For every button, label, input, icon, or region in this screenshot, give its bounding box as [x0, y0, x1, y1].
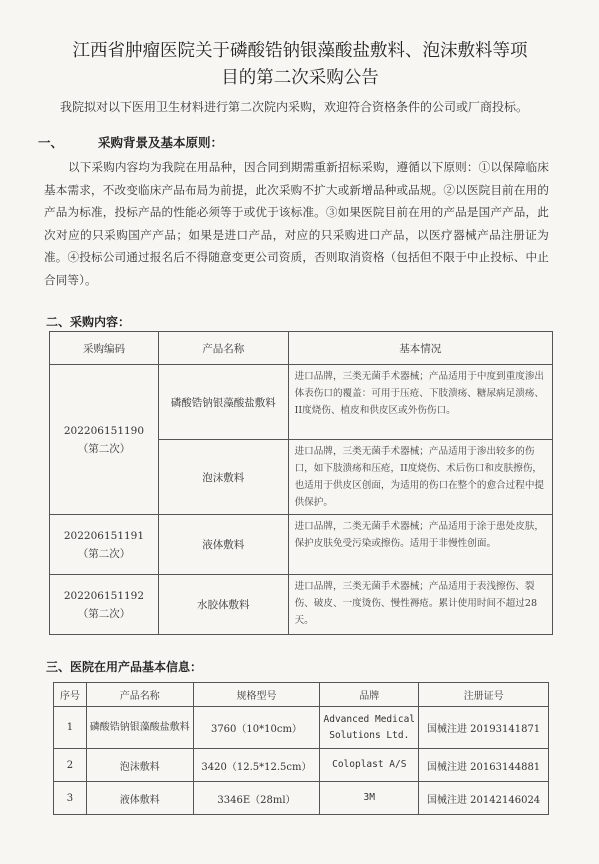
spec: 3346E（28ml） — [193, 782, 320, 815]
spec: 3760（10*10cm） — [193, 707, 320, 749]
code-cell — [50, 365, 159, 515]
header-desc: 基本情况 — [288, 332, 552, 365]
section3-heading: 三、医院在用产品基本信息： — [46, 660, 203, 674]
row-number: 2 — [54, 749, 87, 782]
product-name-cell: 磷酸锆钠银藻酸盐敷料 — [158, 365, 288, 440]
brand: Coloplast A/S — [320, 749, 419, 782]
product-name-cell: 水胶体敷料 — [158, 575, 288, 635]
table-row — [50, 365, 553, 440]
code-cell — [50, 575, 159, 635]
desc-cell: 进口品牌，三类无菌手术器械；产品适用于表浅擦伤、裂伤、破皮、一度烫伤、慢性褥疮。累计使用时间不超过28天。 — [288, 575, 552, 635]
reg-number: 国械注进 20142146024 — [419, 782, 549, 815]
product-info-table — [53, 682, 549, 815]
section1-paragraph: 以下采购内容均为我院在用品种，因合同到期需重新招标采购，遵循以下原则：①以保障临床基本需求，不改变临床产品布局为前提，此次采购不扩大或新增品种或品规。②以医院目前在用的产品为标准，投标产品的性能必须等于或优于该标准。③如果医院目前在用的产品是国产产品，此次对应的只采购国产产品；如果是进口产品，对应的只采购进口产品，以医疗器械产品注册证为准。④投标公司通过报名后不得随意变更公司资质，否则取消资格（包括但不限于中止投标、中止合同等）。 — [44, 160, 549, 287]
desc-cell: 进口品牌，三类无菌手术器械；产品适用于渗出较多的伤口，如下肢溃疡和压疮，II度烧伤、术后伤口和皮肤擦伤，也适用于供皮区创面，为适用的伤口在整个的愈合过程中提供保护。 — [288, 440, 552, 515]
header-name: 产品名称 — [86, 683, 193, 707]
header-no: 序号 — [54, 683, 87, 707]
brand: Advanced Medical Solutions Ltd. — [320, 707, 419, 749]
product-name-cell: 液体敷料 — [158, 515, 288, 575]
table-row — [50, 515, 553, 575]
brand: 3M — [320, 782, 419, 815]
product-name: 液体敷料 — [86, 782, 193, 815]
section1-number: 一、 — [38, 135, 64, 150]
desc-cell: 进口品牌，三类无菌手术器械；产品适用于中度到重度渗出体表伤口的覆盖：可用于压疮、下肢溃疡、糖尿病足溃疡、II度烧伤、植皮和供皮区或外伤伤口。 — [288, 365, 552, 440]
row-number: 1 — [54, 707, 87, 749]
code-number: 202206151190 — [63, 424, 145, 437]
desc-cell: 进口品牌，二类无菌手术器械；产品适用于涂于患处皮肤，保护皮肤免受污染或擦伤。适用于非慢性创面。 — [288, 515, 552, 575]
product-name: 磷酸锆钠银藻酸盐敷料 — [86, 707, 193, 749]
code-number: 202206151192 — [63, 589, 145, 602]
header-name: 产品名称 — [158, 332, 288, 365]
table-header-row — [54, 683, 549, 707]
table-row — [54, 707, 549, 749]
section1-heading — [38, 133, 223, 151]
procurement-table — [49, 331, 553, 635]
title-line-2: 目的第二次采购公告 — [221, 68, 379, 88]
code-round: （第二次） — [77, 442, 131, 455]
table-header-row — [50, 332, 553, 365]
header-spec: 规格型号 — [193, 683, 320, 707]
document-title — [20, 38, 580, 92]
table-row — [54, 749, 549, 782]
code-round: （第二次） — [77, 607, 131, 620]
header-brand: 品牌 — [320, 683, 419, 707]
header-code: 采购编码 — [50, 332, 159, 365]
code-round: （第二次） — [77, 547, 131, 560]
section2-heading: 二、采购内容： — [46, 315, 131, 329]
row-number: 3 — [54, 782, 87, 815]
reg-number: 国械注进 20193141871 — [419, 707, 549, 749]
product-name: 泡沫敷料 — [86, 749, 193, 782]
spec: 3420（12.5*12.5cm） — [193, 749, 320, 782]
table-row — [50, 575, 553, 635]
section1-title: 采购背景及基本原则： — [98, 135, 224, 150]
table-row — [54, 782, 549, 815]
intro-text: 我院拟对以下医用卫生材料进行第二次院内采购，欢迎符合资格条件的公司或厂商投标。 — [60, 100, 529, 114]
header-reg: 注册证号 — [419, 683, 549, 707]
code-cell — [50, 515, 159, 575]
title-line-1: 江西省肿瘤医院关于磷酸锆钠银藻酸盐敷料、泡沫敷料等项 — [72, 41, 528, 61]
product-name-cell: 泡沫敷料 — [158, 440, 288, 515]
reg-number: 国械注进 20163144881 — [419, 749, 549, 782]
code-number: 202206151191 — [63, 529, 145, 542]
